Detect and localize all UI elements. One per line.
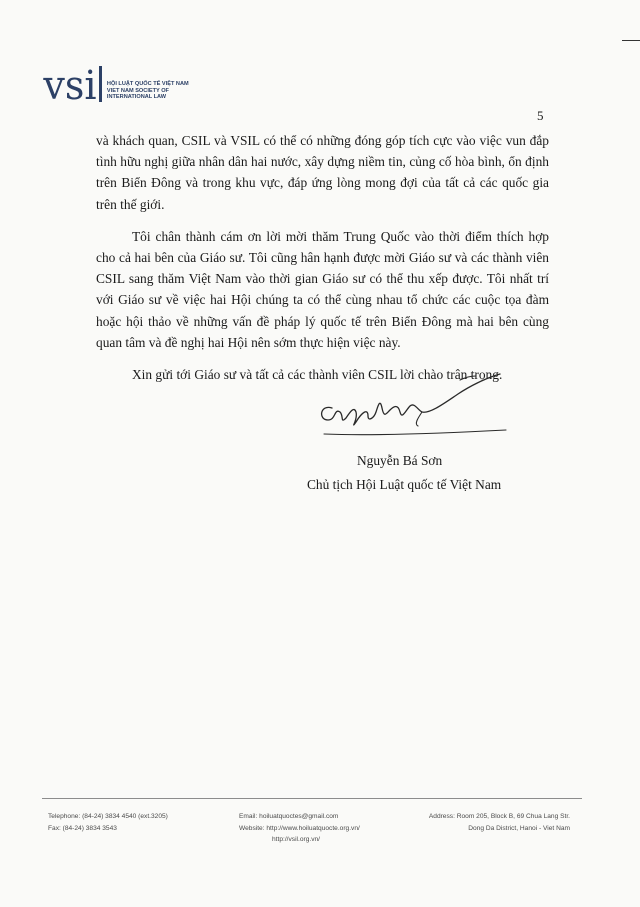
logo-line-1: HỘI LUẬT QUỐC TẾ VIỆT NAM <box>106 81 189 88</box>
logo-mark: vsi <box>43 63 97 109</box>
footer-address-1: Address: Room 205, Block B, 69 Chua Lang Str. <box>428 813 570 820</box>
paragraph-3: Xin gửi tới Giáo sư và tất cả các thành viên CSIL lời chào trân trọng. <box>132 367 503 383</box>
footer-contact-web <box>239 811 360 846</box>
footer-website-2[interactable]: http://vsil.org.vn/ <box>272 836 321 843</box>
paragraph-1: và khách quan, CSIL và VSIL có thể có những đóng góp tích cực vào việc vun đắp tình hữu nghị giữa nhân dân hai nước, xây dựng niềm tin, củng cố hòa bình, ổn định trên Biển Đông và trong khu vực, đáp ứng lòng mong đợi của tất cả các quốc gia trên thế giới. <box>96 133 549 212</box>
logo-line-3: INTERNATIONAL LAW <box>106 93 167 100</box>
page-number: 5 <box>537 108 544 123</box>
signer-title: Chủ tịch Hội Luật quốc tế Việt Nam <box>307 477 502 492</box>
handwritten-signature <box>310 368 510 438</box>
footer-fax: Fax: (84-24) 3834 3543 <box>48 824 117 832</box>
footer-address-2: Dong Da District, Hanoi - Viet Nam <box>468 824 570 832</box>
footer-website[interactable]: Website: http://www.hoiluatquocte.org.vn/ <box>239 824 360 832</box>
footer-contact-phone <box>48 811 168 834</box>
footer-email[interactable]: Email: hoiluatquoctes@gmail.com <box>239 813 339 820</box>
signer-name: Nguyễn Bá Sơn <box>357 453 443 468</box>
vsil-logo <box>42 63 189 109</box>
logo-line-2: VIET NAM SOCIETY OF <box>106 87 169 94</box>
footer-divider <box>42 798 582 799</box>
logo-text <box>107 81 189 100</box>
paragraph-2: Tôi chân thành cám ơn lời mời thăm Trung Quốc vào thời điểm thích hợp cho cả hai bên của Giáo sư. Tôi cũng hân hạnh được mời Giáo sư và các thành viên CSIL sang thăm Việt Nam vào thời gian Giáo sư có thể thu xếp được. Tôi nhất trí với Giáo sư về việc hai Hội chúng ta có thể cùng nhau tổ chức các cuộc tọa đàm hoặc hội thảo về những vấn đề pháp lý quốc tế trên Biển Đông mà hai bên cùng quan tâm và đề nghị hai Hội nên sớm thực hiện việc này. <box>96 228 549 350</box>
footer-telephone: Telephone: (84-24) 3834 4540 (ext.3205) <box>48 813 168 820</box>
logo-bar <box>99 66 102 102</box>
letter-body <box>96 130 549 385</box>
edge-mark <box>622 40 640 41</box>
footer-address <box>420 811 570 834</box>
